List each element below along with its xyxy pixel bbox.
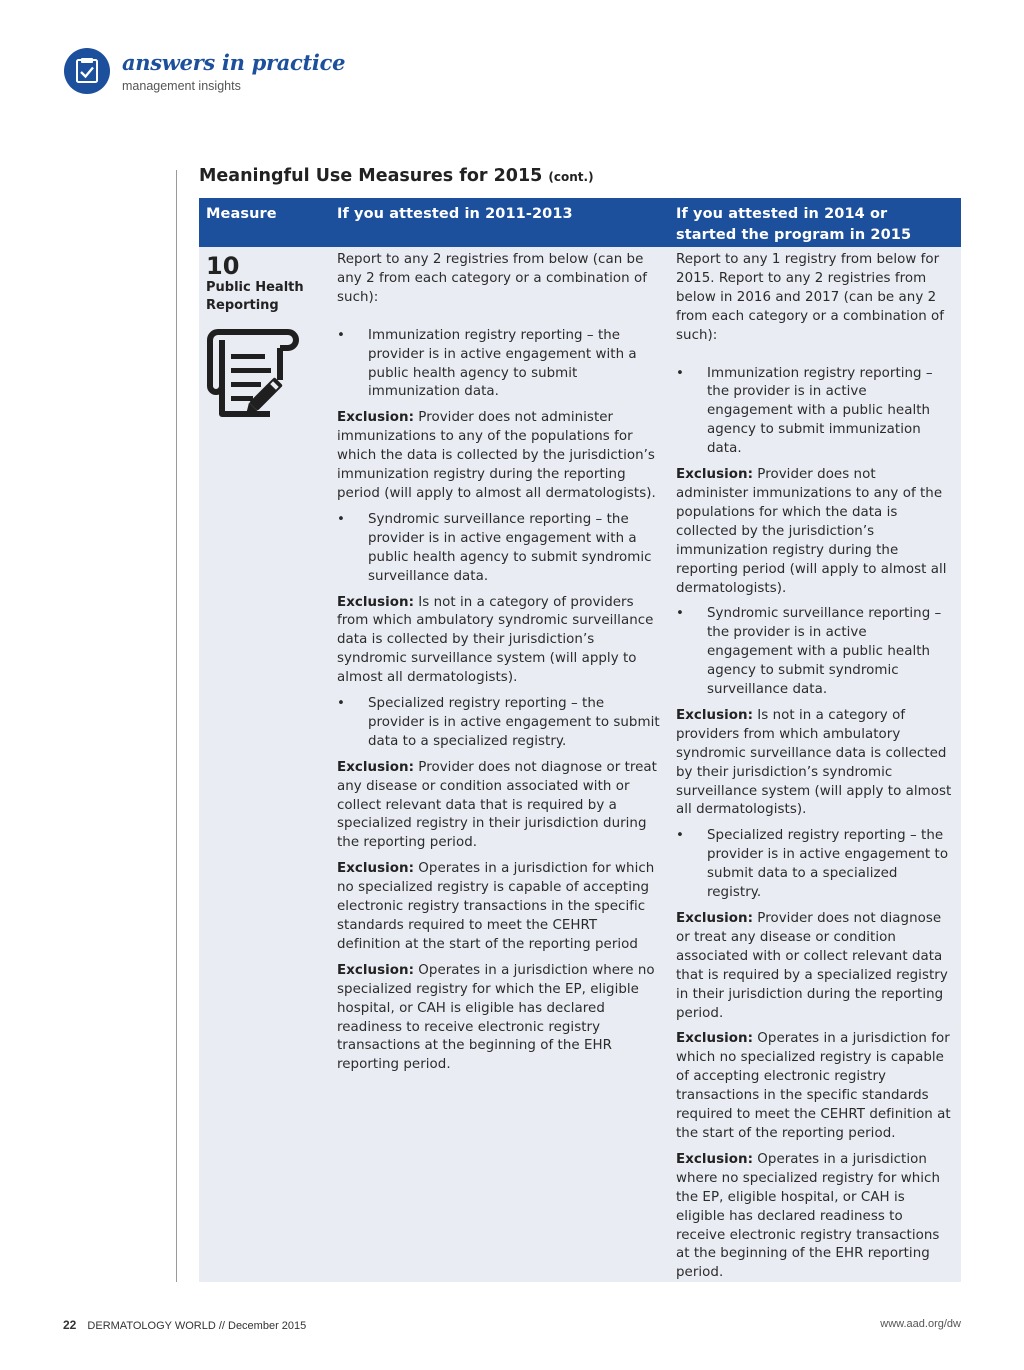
exclusion-label: Exclusion: [337,861,414,877]
footer-left [63,1318,306,1332]
col3-bullet-syndromic [676,605,952,700]
column-2014-2015-content [676,251,952,1290]
col3-exclusion-4-text: Operates in a jurisdiction for which no specialized registry is capable of accepting electronic registry transactions in the specific standards required to meet the CEHRT definition at the start of the reporting period. [676,1031,951,1141]
col2-exclusion-3-text: Provider does not diagnose or treat any disease or condition associated with or collect relevant data that is required by a specialized registry in their jurisdiction during the reporting period. [337,759,657,851]
column-header-measure: Measure [206,206,277,222]
bullet-dot: • [676,606,684,622]
col2-exclusion-4-text: Operates in a jurisdiction for which no specialized registry is capable of accepting electronic registry transactions in the specific standards required to meet the CEHRT definition at the start of the reporting period [337,861,655,952]
col3-exclusion-3-text: Provider does not diagnose or treat any disease or condition associated with or collect relevant data that is required by a specialized registry in their jurisdiction during the reporting period. [676,911,948,1021]
col3-exclusion-1 [676,466,952,598]
checklist-icon [64,48,110,94]
exclusion-label: Exclusion: [676,911,753,926]
brand-title: answers in practice [122,50,346,75]
page-number: 22 [63,1318,77,1332]
col3-bullet3-text: Specialized registry reporting – the provider is in active engagement to submit data to a specialized registry. [707,828,949,901]
col3-exclusion-5 [676,1151,952,1283]
col2-intro: Report to any 2 registries from below (can be any 2 from each category or a combination of such): [337,252,647,305]
col2-bullet-specialized [337,695,661,752]
bullet-dot: • [337,327,345,343]
exclusion-label: Exclusion: [337,962,414,978]
bullet-dot: • [676,365,684,381]
column-2011-2013-content [337,251,661,1082]
col2-bullet-immunization [337,327,661,403]
col3-exclusion-2 [676,707,952,820]
exclusion-label: Exclusion: [676,707,753,723]
col2-exclusion-1 [337,409,661,504]
column-header-2014-2015: If you attested in 2014 or started the program in 2015 [676,206,912,243]
page-title [199,166,594,186]
vertical-divider [176,170,177,1282]
table-header [199,198,961,247]
publication-name: DERMATOLOGY WORLD // December 2015 [87,1320,307,1332]
col2-exclusion-5 [337,962,661,1075]
exclusion-label: Exclusion: [676,1031,753,1047]
col3-exclusion-2-text: Is not in a category of providers from which ambulatory syndromic surveillance data is collected by their jurisdiction’s syndromic surveillance system (will apply to almost all dermatologists). [676,707,952,818]
exclusion-label: Exclusion: [676,467,753,483]
bullet-dot: • [676,828,684,844]
exclusion-label: Exclusion: [337,594,414,610]
col3-bullet2-text: Syndromic surveillance reporting – the provider is in active engagement with a public health agency to submit syndromic surveillance data. [707,606,942,698]
col2-exclusion-4 [337,860,661,955]
col2-bullet-syndromic [337,511,661,587]
col2-exclusion-2 [337,594,661,689]
col2-exclusion-2-text: Is not in a category of providers from which ambulatory syndromic surveillance data is collected by their jurisdiction’s syndromic surveillance system (will apply to almost all dermatologists). [337,594,654,686]
exclusion-label: Exclusion: [337,410,414,426]
bullet-dot: • [337,511,345,527]
col3-exclusion-1-text: Provider does not administer immunizations to any of the populations for which the data is collected by the jurisdiction’s immunization registry during the reporting period (will apply to almost all dermatologists). [676,467,947,596]
col3-bullet-specialized [676,827,952,903]
document-pen-icon [204,328,302,432]
page-title-suffix: (cont.) [548,170,594,184]
col3-intro: Report to any 1 registry from below for 2015. Report to any 2 registries from below in 2016 and 2017 (can be any 2 from each category or a combination of such): [676,252,945,343]
measure-number: 10 [206,252,240,280]
column-header-2011-2013: If you attested in 2011-2013 [337,206,573,222]
page-title-text: Meaningful Use Measures for 2015 [199,166,543,186]
bullet-dot: • [337,696,345,712]
col2-exclusion-1-text: Provider does not administer immunizations to any of the populations for which the data is collected by the jurisdiction’s immunization registry during the reporting period (will apply to almost all dermatologists). [337,410,656,501]
col2-bullet2-text: Syndromic surveillance reporting – the provider is in active engagement with a public health agency to submit syndromic surveillance data. [368,511,652,584]
exclusion-label: Exclusion: [337,759,414,775]
col3-exclusion-5-text: Operates in a jurisdiction where no specialized registry for which the EP, eligible hospital, or CAH is eligible has declared readiness to receive electronic registry transactions at the beginning of the EHR reporting period. [676,1151,940,1281]
col2-exclusion-3 [337,759,661,854]
exclusion-label: Exclusion: [676,1151,753,1167]
footer-url: www.aad.org/dw [880,1318,961,1330]
col3-exclusion-4 [676,1030,952,1143]
col2-bullet1-text: Immunization registry reporting – the provider is in active engagement with a public health agency to submit immunization data. [368,327,637,400]
col3-exclusion-3 [676,910,952,1023]
col2-bullet3-text: Specialized registry reporting – the provider is in active engagement to submit data to a specialized registry. [368,696,660,749]
brand-subtitle: management insights [122,79,241,93]
col3-bullet1-text: Immunization registry reporting – the provider is in active engagement with a public health agency to submit immunization data. [707,365,933,457]
measure-name: Public Health Reporting [206,280,304,313]
col3-bullet-immunization [676,365,952,460]
col2-exclusion-5-text: Operates in a jurisdiction where no specialized registry for which the EP, eligible hospital, or CAH is eligible has declared readiness to receive electronic registry transactions at the beginning of the EHR reporting period. [337,962,655,1073]
